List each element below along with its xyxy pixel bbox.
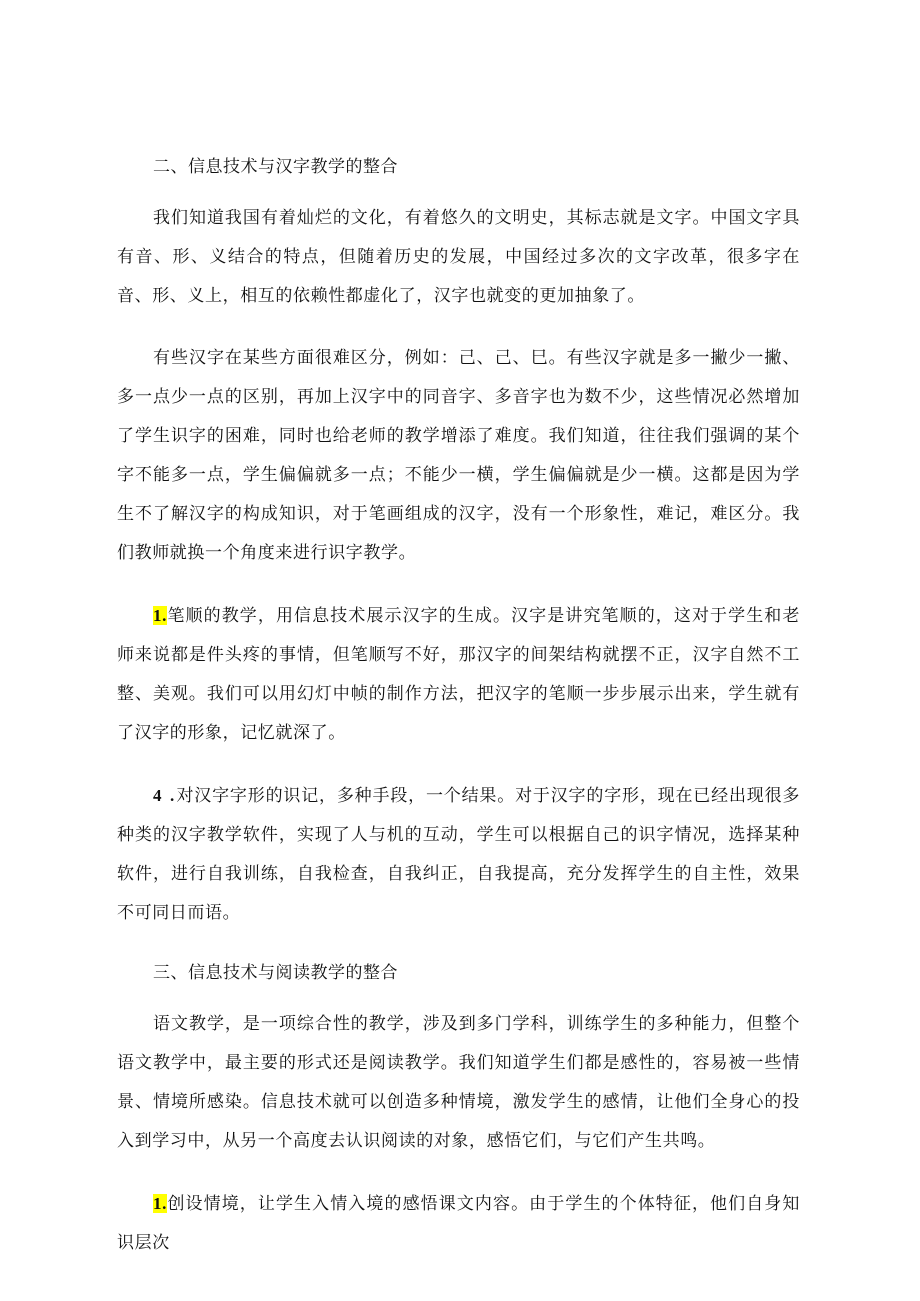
paragraph-4 — [117, 776, 800, 933]
section-heading-3: 三、信息技术与阅读教学的整合 — [153, 963, 398, 983]
paragraph-6 — [117, 1184, 800, 1263]
section-heading-2: 二、信息技术与汉字教学的整合 — [153, 157, 398, 177]
paragraph-5: 语文教学，是一项综合性的教学，涉及到多门学科，训练学生的多种能力，但整个语文教学中，最主要的形式还是阅读教学。我们知道学生们都是感性的，容易被一些情景、情境所感染。信息技术就可以创造多种情境，激发学生的感情，让他们全身心的投入到学习中，从另一个高度去认识阅读的对象，感悟它们，与它们产生共鸣。 — [117, 1014, 800, 1151]
list-number-highlighted: 1. — [153, 1194, 167, 1213]
paragraph-4-text: 对汉字字形的识记，多种手段，一个结果。对于汉字的字形，现在已经出现很多种类的汉字教学软件，实现了人与机的互动，学生可以根据自己的识字情况，选择某种软件，进行自我训练，自我检查，自我纠正，自我提高，充分发挥学生的自主性，效果不可同日而语。 — [117, 786, 801, 923]
paragraph-1: 我们知道我国有着灿烂的文化，有着悠久的文明史，其标志就是文字。中国文字具有音、形、义结合的特点，但随着历史的发展，中国经过多次的文字改革，很多字在音、形、义上，相互的依赖性都虚化了，汉字也就变的更加抽象了。 — [117, 208, 800, 306]
paragraph-2: 有些汉字在某些方面很难区分，例如：己、己、巳。有些汉字就是多一撇少一撇、多一点少一点的区别，再加上汉字中的同音字、多音字也为数不少，这些情况必然增加了学生识字的困难，同时也给老师的教学增添了难度。我们知道，往往我们强调的某个字不能多一点，学生偏偏就多一点；不能少一横，学生偏偏就是少一横。这都是因为学生不了解汉字的构成知识，对于笔画组成的汉字，没有一个形象性，难记，难区分。我们教师就换一个角度来进行识字教学。 — [117, 348, 800, 563]
paragraph-6-text: 创设情境，让学生入情入境的感悟课文内容。由于学生的个体特征，他们自身知识层次 — [117, 1194, 800, 1253]
paragraph-3-text: 笔顺的教学，用信息技术展示汉字的生成。汉字是讲究笔顺的，这对于学生和老师来说都是件头疼的事情，但笔顺写不好，那汉字的间架结构就摆不正，汉字自然不工整、美观。我们可以用幻灯中帧的制作方法，把汉字的笔顺一步步展示出来，学生就有了汉字的形象，记忆就深了。 — [117, 606, 800, 743]
paragraph-3 — [117, 596, 800, 753]
list-number-highlighted: 1. — [153, 606, 167, 625]
list-number: 4 . — [153, 786, 177, 805]
document-page — [117, 150, 800, 1286]
